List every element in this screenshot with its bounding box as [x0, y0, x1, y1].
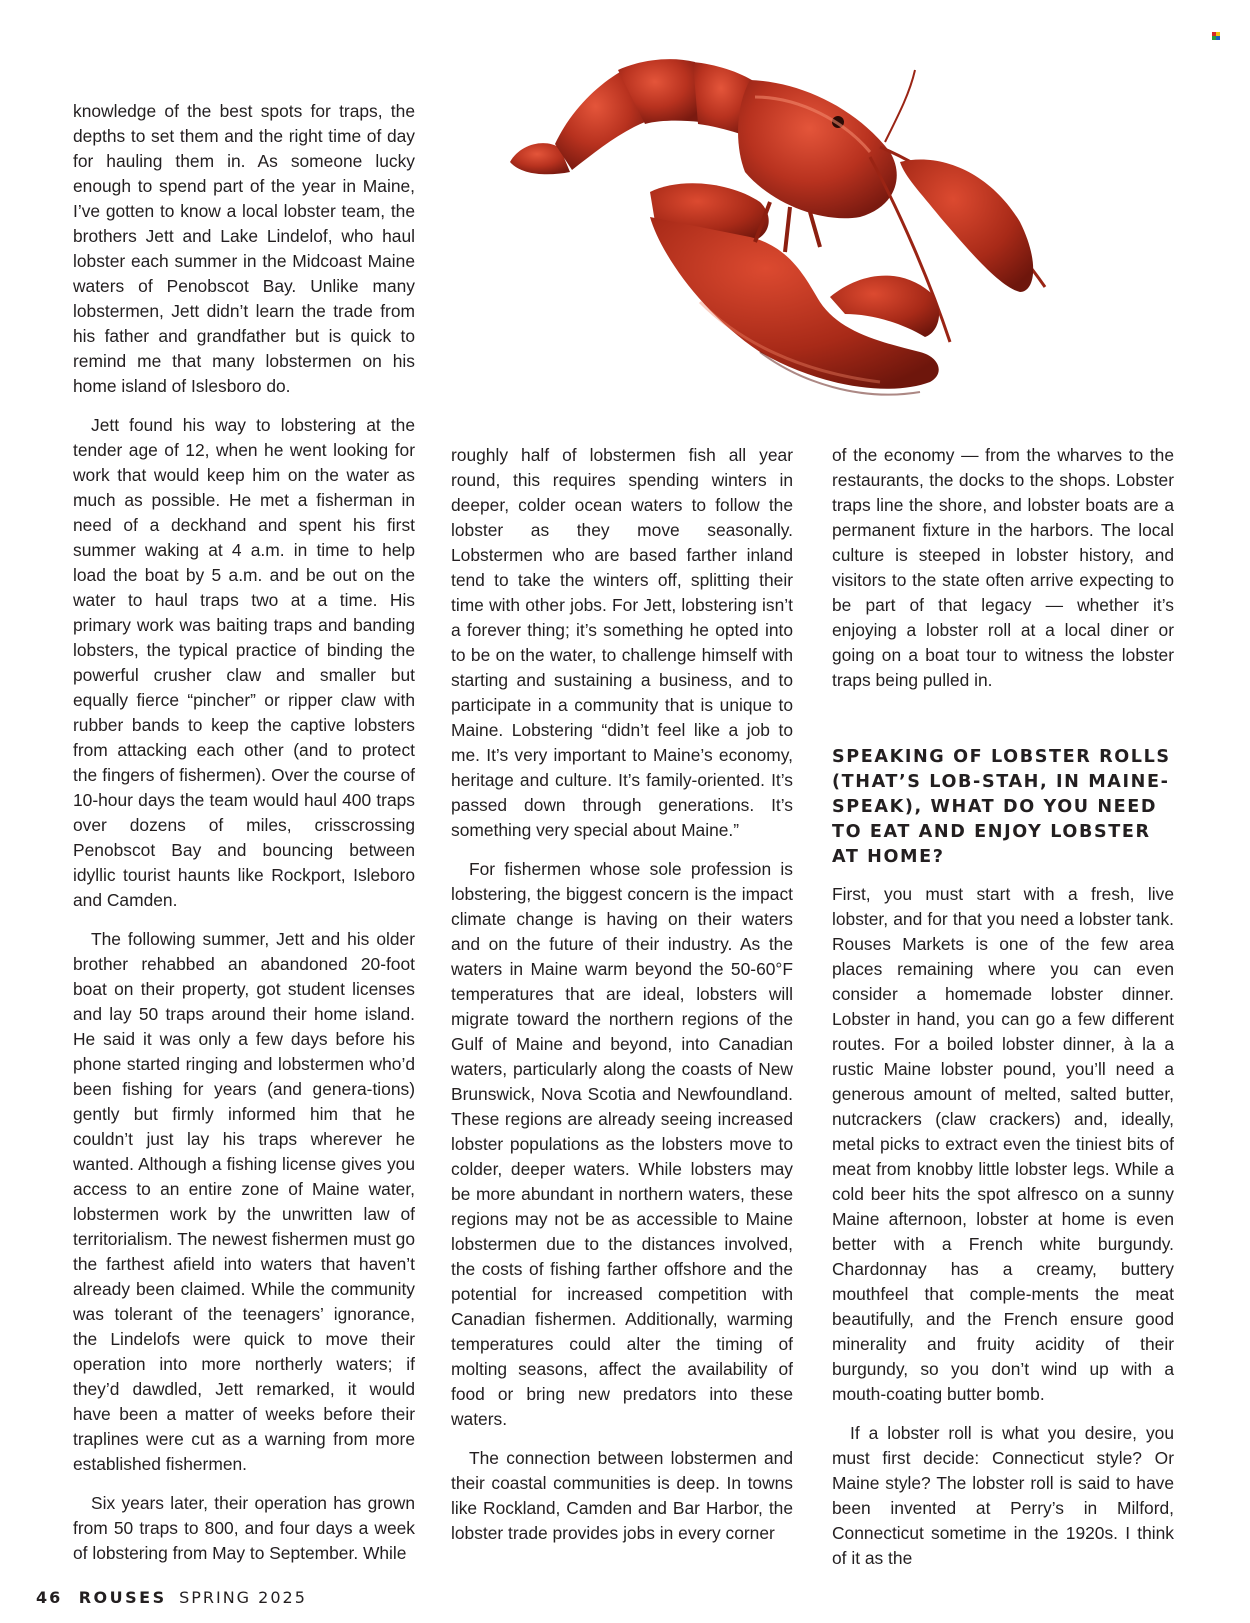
article-column-2 — [451, 443, 793, 1560]
issue-label: SPRING 2025 — [179, 1588, 307, 1607]
lobster-claw-right — [900, 160, 1033, 293]
paragraph: The connection between lobstermen and their coastal communities is deep. In towns like Rockland, Camden and Bar Harbor, the lobster trade provides jobs in every corner — [451, 1448, 793, 1543]
paragraph: For fishermen whose sole profession is lobstering, the biggest concern is the impact climate change is having on their waters and on the future of their industry. As the waters in Maine warm beyond the 50-60°F temperatures that are ideal, lobsters will migrate toward the northern regions of the Gulf of Maine and beyond, into Canadian waters, particularly along the coasts of New Brunswick, Nova Scotia and Newfoundland. These regions are already seeing increased lobster populations as the lobsters move to colder, deeper waters. While lobsters may be more abundant in northern waters, these regions may not be as accessible to Maine lobstermen due to the distances involved, the costs of fishing farther offshore and the potential for increased competition with Canadian fishermen. Additionally, warming temperatures could alter the timing of molting seasons, affect the availability of food or bring new predators into these waters. — [451, 859, 793, 1429]
lobster-body — [738, 80, 897, 218]
lobster-tail — [510, 59, 755, 174]
paragraph: Six years later, their operation has grown from 50 traps to 800, and four days a week of lobstering from May to September. While — [73, 1493, 415, 1563]
magazine-brand: ROUSES — [78, 1588, 167, 1607]
article-column-1 — [73, 99, 415, 1580]
paragraph: Jett found his way to lobstering at the tender age of 12, when he went looking for work that would keep him on the water as much as possible. He met a fisherman in need of a deckhand and spent his first summer waking at 4 a.m. in time to help load the boat by 5 a.m. and be out on the water to haul traps two at a time. His primary work was baiting traps and banding lobsters, the typical practice of binding the powerful crusher claw and smaller but equally fierce “pincher” or ripper claw with rubber bands to keep the captive lobsters from attacking each other (and to protect the fingers of fishermen). Over the course of 10-hour days the team would haul 400 traps over dozens of miles, crisscrossing Penobscot Bay and bouncing between idyllic tourist haunts like Rockport, Isleboro and Camden. — [73, 415, 415, 910]
paragraph: If a lobster roll is what you desire, you must first decide: Connecticut style? Or Maine style? The lobster roll is said to have been invented at Perry’s in Milford, Connecticut sometime in the 1920s. I think of it as the — [832, 1423, 1174, 1568]
page-number: 46 — [36, 1588, 63, 1607]
paragraph: knowledge of the best spots for traps, the depths to set them and the right time of day for hauling them in. As someone lucky enough to spend part of the year in Maine, I’ve gotten to know a local lobster team, the brothers Jett and Lake Lindelof, who haul lobster each summer in the Midcoast Maine waters of Penobscot Bay. Unlike many lobstermen, Jett didn’t learn the trade from his father and grandfather but is quick to remind me that many lobstermen on his home island of Islesboro do. — [73, 101, 415, 396]
paragraph: of the economy — from the wharves to the restaurants, the docks to the shops. Lobster traps line the shore, and lobster boats are a permanent fixture in the harbors. The local culture is steeped in lobster history, and visitors to the state often arrive expecting to be part of that legacy — whether it’s enjoying a lobster roll at a local diner or going on a boat tour to witness the lobster traps being pulled in. — [832, 445, 1174, 690]
lobster-photo — [500, 52, 1090, 424]
corner-color-mark — [1212, 32, 1220, 40]
article-column-3 — [832, 443, 1174, 1585]
section-heading: SPEAKING OF LOBSTER ROLLS (THAT’S LOB-STAH, IN MAINE-SPEAK), WHAT DO YOU NEED TO EAT AND ENJOY LOBSTER AT HOME? — [832, 747, 1171, 867]
paragraph: roughly half of lobstermen fish all year round, this requires spending winters in deeper, colder ocean waters to follow the lobster as they move seasonally. Lobstermen who are based farther inland tend to take the winters off, splitting their time with other jobs. For Jett, lobstering isn’t a forever thing; it’s something he opted into to be on the water, to challenge himself with starting and sustaining a business, and to participate in a community that is unique to Maine. Lobstering “didn’t feel like a job to me. It’s very important to Maine’s economy, heritage and culture. It’s family-oriented. It’s passed down through generations. It’s something very special about Maine.” — [451, 445, 793, 840]
page-footer — [36, 1588, 307, 1608]
paragraph: The following summer, Jett and his older brother rehabbed an abandoned 20-foot boat on their property, got student licenses and lay 50 traps around their home island. He said it was only a few days before his phone started ringing and lobstermen who’d been fishing for years (and genera-tions) gently but firmly informed him that he couldn’t just lay his traps wherever he wanted. Although a fishing license gives you access to an entire zone of Maine water, lobstermen work by the unwritten law of territorialism. The newest fishermen must go the farthest afield into waters that haven’t already been claimed. While the community was tolerant of the teenagers’ ignorance, the Lindelofs were quick to move their operation into more northerly waters; if they’d dawdled, Jett remarked, it would have been a matter of weeks before their traplines were cut as a warning from more established fishermen. — [73, 929, 415, 1474]
paragraph: First, you must start with a fresh, live lobster, and for that you need a lobster tank. Rouses Markets is one of the few area places remaining where you can even consider a homemade lobster dinner. Lobster in hand, you can go a few different routes. For a boiled lobster dinner, à la a rustic Maine lobster pound, you’ll need a generous amount of melted, salted butter, nutcrackers (claw crackers) and, ideally, metal picks to extract even the tiniest bits of meat from knobby little lobster legs. While a cold beer hits the spot alfresco on a sunny Maine afternoon, lobster at home is even better with a French white burgundy. Chardonnay has a creamy, buttery mouthfeel that comple-ments the meat beautifully, and the French ensure good minerality and fruity acidity of their burgundy, so you don’t wind up with a mouth-coating butter bomb. — [832, 884, 1174, 1404]
